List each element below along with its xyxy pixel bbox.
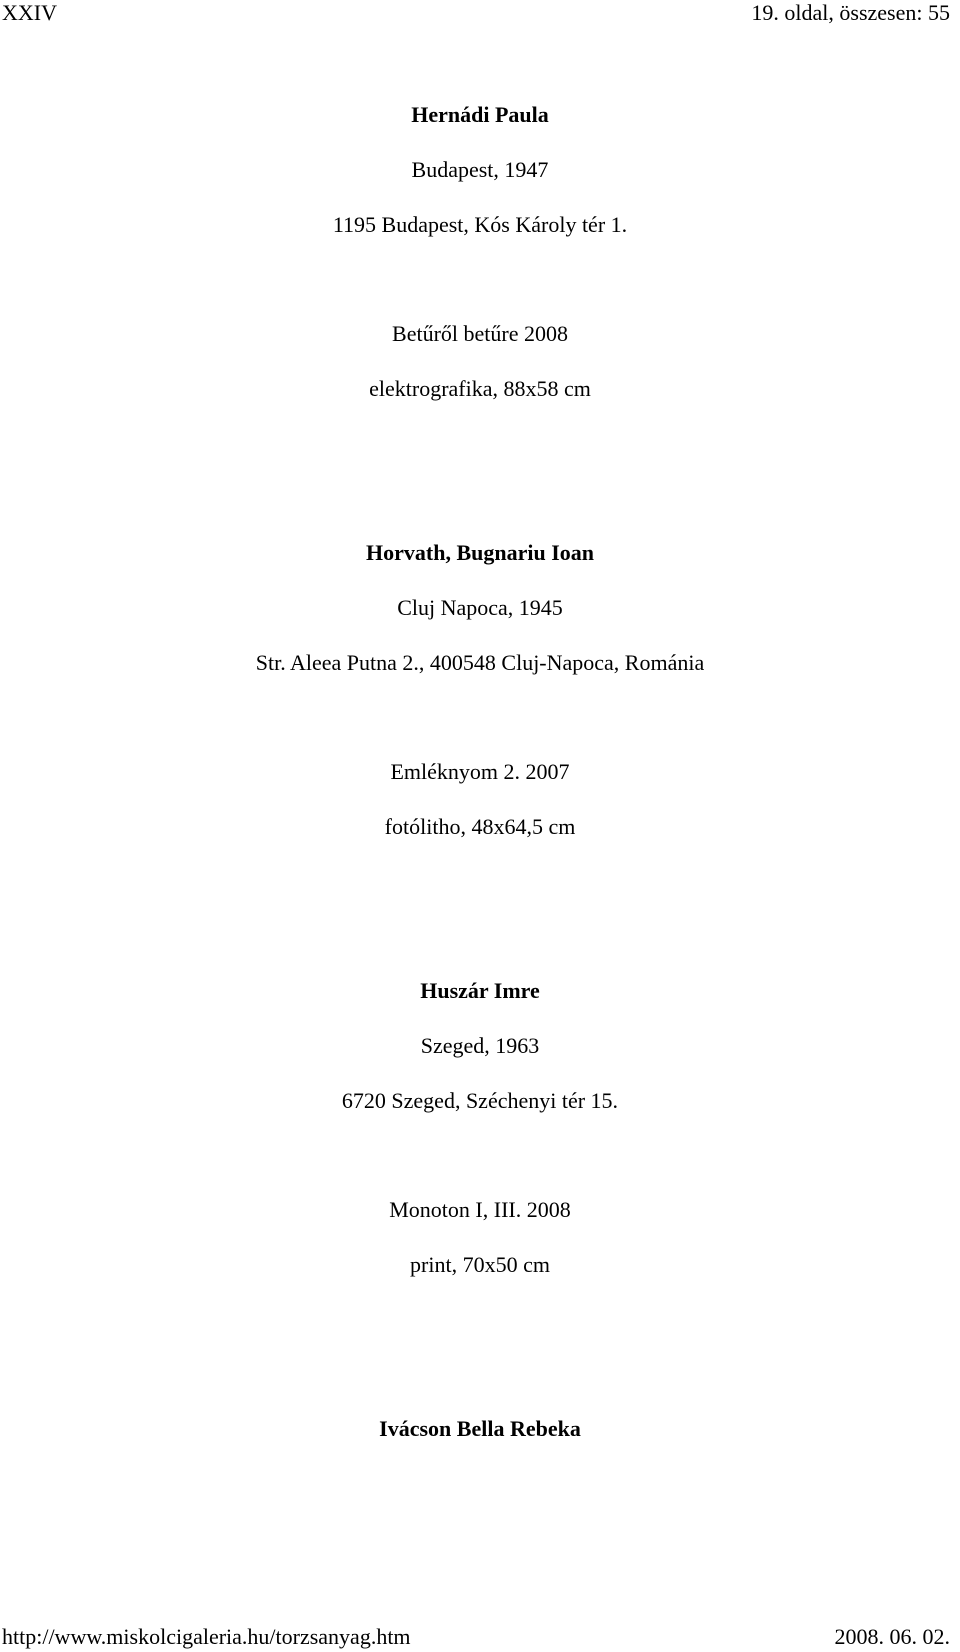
- artist-name: Huszár Imre: [420, 978, 540, 1003]
- work-title: Monoton I, III. 2008: [389, 1197, 571, 1222]
- work-details: print, 70x50 cm: [410, 1252, 550, 1277]
- page-counter: 19. oldal, összesen: 55: [751, 0, 950, 25]
- artist-birth: Cluj Napoca, 1945: [397, 595, 563, 620]
- artist-address: 6720 Szeged, Széchenyi tér 15.: [341, 1088, 619, 1113]
- work-title: Betűről betűre 2008: [392, 321, 568, 346]
- work-title: Emléknyom 2. 2007: [390, 759, 570, 784]
- artist-address: Str. Aleea Putna 2., 400548 Cluj-Napoca, Románia: [255, 650, 705, 675]
- artist-name: Hernádi Paula: [411, 102, 549, 127]
- artist-birth: Szeged, 1963: [420, 1033, 540, 1058]
- section-number: XXIV: [2, 0, 57, 25]
- print-date: 2008. 06. 02.: [834, 1624, 950, 1649]
- artist-name: Horvath, Bugnariu Ioan: [366, 540, 594, 565]
- artist-address: 1195 Budapest, Kós Károly tér 1.: [332, 212, 628, 237]
- work-details: elektrografika, 88x58 cm: [369, 376, 591, 401]
- source-url: http://www.miskolcigaleria.hu/torzsanyag.htm: [2, 1624, 411, 1649]
- artist-name: Ivácson Bella Rebeka: [379, 1416, 581, 1441]
- work-details: fotólitho, 48x64,5 cm: [384, 814, 576, 839]
- artist-birth: Budapest, 1947: [411, 157, 549, 182]
